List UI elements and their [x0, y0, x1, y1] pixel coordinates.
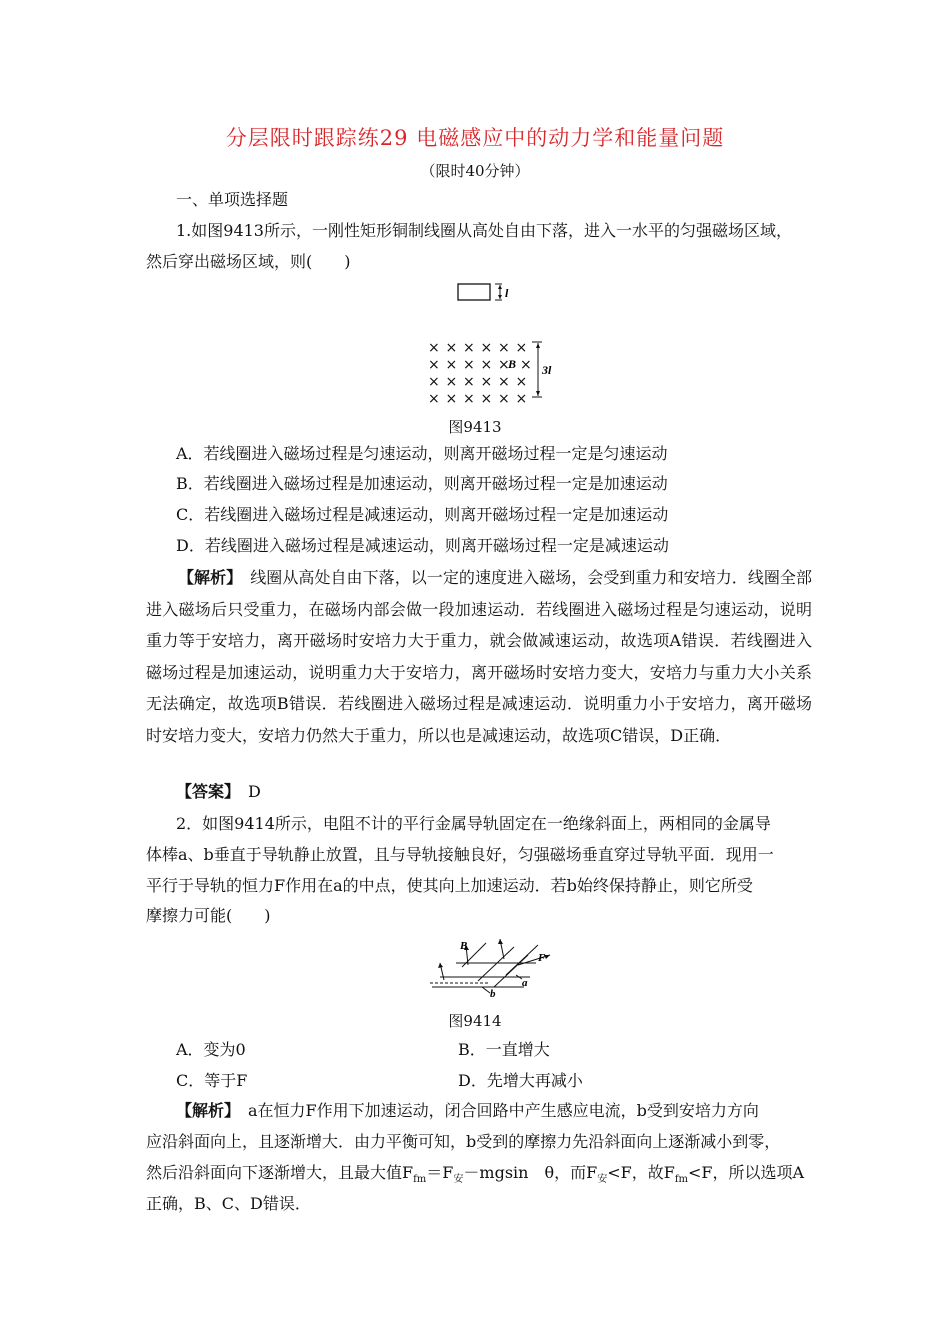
label-B: B [508, 357, 517, 371]
formula-rest2: <F，故F [607, 1163, 675, 1182]
time-limit-note: （限时40分钟） [420, 162, 530, 180]
field-cross: × [463, 357, 475, 373]
q2-stem-line1: 2．如图9414所示，电阻不计的平行金属导轨固定在一绝缘斜面上，两相同的金属导 [176, 814, 771, 833]
figure-9413-caption: 图9413 [448, 418, 502, 436]
figure-9413 [420, 276, 560, 406]
field-cross: × [480, 374, 493, 390]
field-cross: × [480, 340, 493, 356]
q2-option-c: C．等于F [176, 1071, 248, 1090]
field-cross: × [428, 374, 440, 390]
q1-option-b: B．若线圈进入磁场过程是加速运动，则离开磁场过程一定是加速运动 [176, 474, 668, 493]
field-cross: × [428, 357, 440, 373]
q1-analysis [146, 562, 812, 751]
q2-option-d: D．先增大再减小 [458, 1071, 583, 1090]
formula-eq: ＝F [426, 1163, 454, 1182]
q2-analysis-text-1: a在恒力F作用下加速运动，闭合回路中产生感应电流，b受到安培力方向 [232, 1101, 759, 1120]
subscript-fm-2: fm [674, 1174, 689, 1186]
q2-analysis-line4: 正确，B、C、D错误． [146, 1194, 311, 1213]
field-cross: × [515, 374, 528, 390]
q2-analysis-line1 [176, 1101, 842, 1121]
field-cross: × [515, 391, 528, 406]
field-cross: × [480, 391, 493, 406]
field-cross: × [515, 340, 528, 356]
field-cross: × [498, 340, 510, 356]
field-cross: × [463, 340, 475, 356]
field-cross: × [480, 357, 493, 373]
q1-option-d: D．若线圈进入磁场过程是减速运动，则离开磁场过程一定是减速运动 [176, 536, 669, 555]
label-l: l [505, 286, 509, 300]
field-cross: × [463, 374, 475, 390]
q2-option-a: A．变为0 [176, 1040, 246, 1059]
field-cross: × [445, 340, 458, 356]
section-heading: 一、单项选择题 [176, 190, 289, 209]
subscript-fm: fm [413, 1174, 427, 1186]
page-title: 分层限时跟踪练29 电磁感应中的动力学和能量问题 [225, 126, 725, 150]
field-cross: × [498, 391, 510, 406]
field-cross: × [445, 391, 458, 406]
field-cross: × [520, 357, 532, 373]
field-cross: × [445, 357, 458, 373]
q2-stem-line4: 摩擦力可能( ) [146, 906, 271, 925]
q1-stem-line2: 然后穿出磁场区域，则( ) [146, 252, 351, 271]
label-3l: 3l [542, 363, 552, 377]
figure-9414 [426, 935, 566, 1005]
formula-rest3: <F，所以选项A [688, 1163, 805, 1182]
field-cross: × [463, 391, 475, 406]
label-B2: B [460, 940, 468, 952]
field-cross: × [498, 374, 510, 390]
q2-stem-line2: 体棒a、b垂直于导轨静止放置，且与导轨接触良好，匀强磁场垂直穿过导轨平面．现用一 [146, 845, 774, 864]
subscript-an: 安 [453, 1174, 464, 1186]
figure-9414-caption: 图9414 [448, 1012, 502, 1030]
coil-rect [458, 284, 490, 300]
formula-rest: －mgsin θ，而F [463, 1163, 598, 1182]
answer-value: D [232, 782, 261, 801]
q2-analysis-line2: 应沿斜面向上，且逐渐增大．由力平衡可知，b受到的摩擦力先沿斜面向上逐渐减小到零， [146, 1132, 781, 1151]
q1-answer [176, 782, 842, 802]
q1-option-c: C．若线圈进入磁场过程是减速运动，则离开磁场过程一定是加速运动 [176, 505, 669, 524]
q1-option-a: A．若线圈进入磁场过程是匀速运动，则离开磁场过程一定是匀速运动 [176, 444, 668, 463]
magnetic-field-crosses [428, 340, 532, 406]
q1-analysis-text: 线圈从高处自由下落，以一定的速度进入磁场，会受到重力和安培力．线圈全部进入磁场后只受重力，在磁场内部会做一段加速运动．若线圈进入磁场过程是匀速运动，说明重力等于安培力，离开磁场时安培力大于重力，就会做减速运动，故选项A错误．若线圈进入磁场过程是加速运动，说明重力大于安培力，离开磁场时安培力变大，安培力与重力大小关系无法确定，故选项B错误．若线圈进入磁场过程是减速运动．说明重力小于安培力，离开磁场时安培力变大，安培力仍然大于重力，所以也是减速运动，故选项C错误，D正确． [146, 568, 812, 745]
field-cross: × [498, 357, 510, 373]
label-F: F [538, 952, 546, 964]
field-cross: × [428, 391, 440, 406]
subscript-an-2: 安 [597, 1174, 608, 1186]
label-a: a [522, 977, 528, 989]
label-b: b [490, 988, 496, 1000]
q2-analysis-line3 [146, 1163, 812, 1190]
analysis-label: 【解析】 [178, 568, 235, 587]
q1-stem-line1: 1.如图9413所示，一刚性矩形铜制线圈从高处自由下落，进入一水平的匀强磁场区域， [176, 221, 792, 240]
analysis-label-2: 【解析】 [176, 1101, 233, 1120]
q2-option-b: B．一直增大 [458, 1040, 550, 1059]
q2-analysis-text-3: 然后沿斜面向下逐渐增大，且最大值F [146, 1163, 414, 1182]
field-cross: × [445, 374, 458, 390]
answer-label: 【答案】 [176, 782, 233, 801]
field-cross: × [428, 340, 440, 356]
q2-stem-line3: 平行于导轨的恒力F作用在a的中点，使其向上加速运动．若b始终保持静止，则它所受 [146, 876, 753, 895]
